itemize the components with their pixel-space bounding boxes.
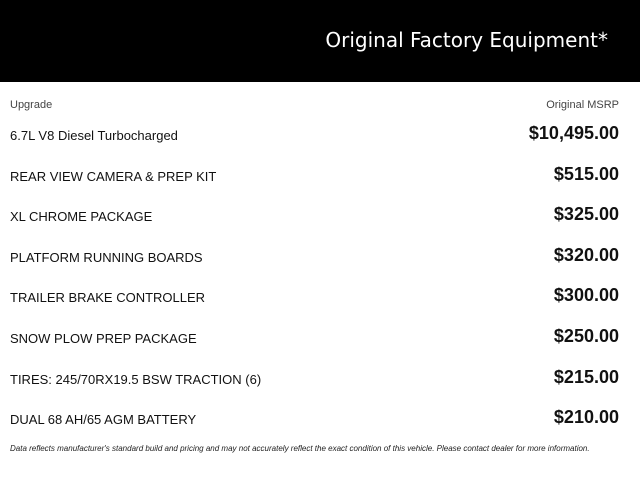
upgrade-price: $325.00: [553, 204, 619, 225]
upgrade-price: $515.00: [553, 163, 619, 184]
list-item: [0, 196, 640, 237]
list-item: [0, 115, 640, 156]
upgrade-price: $320.00: [553, 244, 619, 265]
upgrade-name: XL CHROME PACKAGE: [10, 209, 153, 225]
upgrade-price: $300.00: [553, 285, 619, 306]
upgrade-name: TRAILER BRAKE CONTROLLER: [10, 290, 206, 306]
upgrade-price: $215.00: [553, 366, 619, 387]
upgrade-name: PLATFORM RUNNING BOARDS: [10, 249, 203, 265]
upgrade-name: 6.7L V8 Diesel Turbocharged: [10, 128, 178, 143]
list-item: [0, 359, 640, 400]
list-item: [0, 237, 640, 278]
upgrade-name: SNOW PLOW PREP PACKAGE: [10, 330, 197, 346]
equipment-list: [0, 115, 640, 440]
upgrade-name: TIRES: 245/70RX19.5 BSW TRACTION (6): [10, 371, 262, 387]
page-title: Original Factory Equipment*: [325, 28, 608, 52]
upgrade-price: $250.00: [553, 325, 619, 346]
upgrade-price: $210.00: [553, 407, 619, 428]
list-item: [0, 399, 640, 440]
upgrade-name: DUAL 68 AH/65 AGM BATTERY: [10, 412, 197, 428]
upgrade-price: $10,495.00: [528, 123, 619, 143]
column-header-upgrade: Upgrade: [10, 99, 53, 111]
column-header-msrp: Original MSRP: [546, 99, 619, 111]
list-item: [0, 156, 640, 197]
page-header: [0, 0, 640, 82]
list-item: [0, 318, 640, 359]
upgrade-name: REAR VIEW CAMERA & PREP KIT: [10, 168, 217, 184]
disclaimer-text: Data reflects manufacturer's standard build and pricing and may not accurately reflect the exact condition of this vehicle. Please contact dealer for more information.: [10, 444, 590, 453]
list-item: [0, 277, 640, 318]
